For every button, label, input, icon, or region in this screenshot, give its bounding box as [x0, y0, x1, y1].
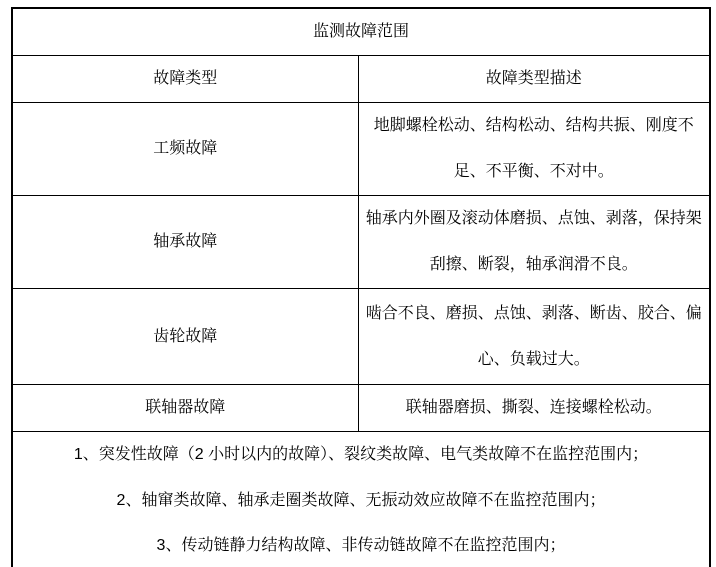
note-line-3: 3、传动链静力结构故障、非传动链故障不在监控范围内； — [156, 537, 566, 555]
fault-monitoring-table — [11, 7, 711, 567]
column-header-fault-description: 故障类型描述 — [358, 56, 710, 103]
column-header-fault-type: 故障类型 — [12, 56, 358, 103]
title-row — [12, 8, 710, 56]
fault-description-cell: 啮合不良、磨损、点蚀、剥落、断齿、胶合、偏心、负载过大。 — [358, 289, 710, 385]
table-row-power-frequency-fault — [12, 103, 710, 196]
notes-row — [12, 432, 710, 567]
note-line-1: 1、突发性故障（2 小时以内的故障）、裂纹类故障、电气类故障不在监控范围内； — [73, 446, 649, 464]
fault-description-cell: 联轴器磨损、撕裂、连接螺栓松动。 — [358, 385, 710, 432]
header-row — [12, 56, 710, 103]
fault-description-cell: 轴承内外圈及滚动体磨损、点蚀、剥落，保持架刮擦、断裂，轴承润滑不良。 — [358, 196, 710, 289]
fault-type-cell: 联轴器故障 — [12, 385, 358, 432]
fault-description-cell: 地脚螺栓松动、结构松动、结构共振、刚度不足、不平衡、不对中。 — [358, 103, 710, 196]
table-title: 监测故障范围 — [12, 8, 710, 56]
table-row-gear-fault — [12, 289, 710, 385]
notes-cell — [12, 432, 710, 567]
fault-type-cell: 工频故障 — [12, 103, 358, 196]
fault-type-cell: 齿轮故障 — [12, 289, 358, 385]
table-row-coupling-fault — [12, 385, 710, 432]
table-row-bearing-fault — [12, 196, 710, 289]
fault-type-cell: 轴承故障 — [12, 196, 358, 289]
note-line-2: 2、轴窜类故障、轴承走圈类故障、无振动效应故障不在监控范围内； — [116, 491, 606, 509]
